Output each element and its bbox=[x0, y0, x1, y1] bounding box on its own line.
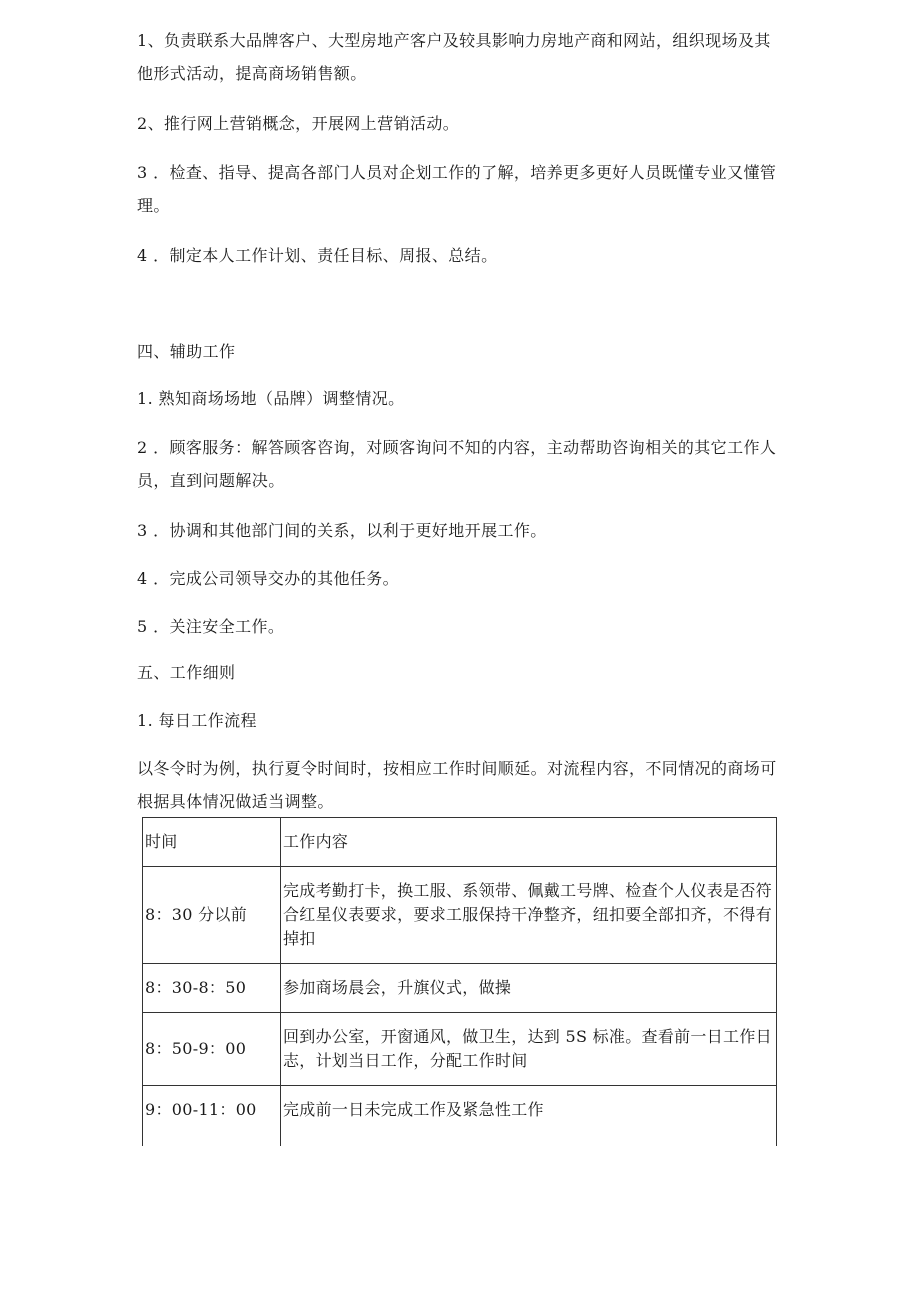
section-heading-assist: 四、辅助工作 bbox=[137, 342, 236, 361]
table-cell-content: 回到办公室，开窗通风，做卫生，达到 5S 标准。查看前一日工作日志，计划当日工作，分配工作时间 bbox=[281, 1013, 777, 1086]
assist-item-3: 3 ．协调和其他部门间的关系，以利于更好地开展工作。 bbox=[137, 521, 547, 540]
table-cell-time: 8：30-8：50 bbox=[143, 964, 281, 1013]
assist-item-2: 2 ．顾客服务：解答顾客咨询，对顾客询问不知的内容，主动帮助咨询相关的其它工作人员，直到问题解决。 bbox=[137, 438, 777, 490]
section-heading-details: 五、工作细则 bbox=[137, 663, 236, 682]
table-header-row bbox=[143, 818, 777, 867]
table-cell-time: 8：30 分以前 bbox=[143, 867, 281, 964]
duty-item-2: 2、推行网上营销概念，开展网上营销活动。 bbox=[137, 114, 460, 133]
duty-item-4: 4 ．制定本人工作计划、责任目标、周报、总结。 bbox=[137, 246, 498, 265]
table-row bbox=[143, 867, 777, 964]
table-header-time: 时间 bbox=[143, 818, 281, 867]
table-row bbox=[143, 1086, 777, 1147]
table-header-content: 工作内容 bbox=[281, 818, 777, 867]
daily-flow-intro: 以冬令时为例，执行夏令时间时，按相应工作时间顺延。对流程内容，不同情况的商场可根据具体情况做适当调整。 bbox=[137, 759, 777, 811]
schedule-table bbox=[142, 817, 777, 1146]
table-row bbox=[143, 1013, 777, 1086]
assist-item-4: 4 ．完成公司领导交办的其他任务。 bbox=[137, 569, 400, 588]
table-row bbox=[143, 964, 777, 1013]
table-cell-content: 完成前一日未完成工作及紧急性工作 bbox=[281, 1086, 777, 1147]
table-cell-time: 9：00-11：00 bbox=[143, 1086, 281, 1147]
duty-item-3: 3 ．检查、指导、提高各部门人员对企划工作的了解，培养更多更好人员既懂专业又懂管理。 bbox=[137, 163, 777, 215]
table-cell-time: 8：50-9：00 bbox=[143, 1013, 281, 1086]
table-cell-content: 参加商场晨会，升旗仪式，做操 bbox=[281, 964, 777, 1013]
assist-item-1: 1. 熟知商场场地（品牌）调整情况。 bbox=[137, 389, 405, 408]
subheading-daily-flow: 1. 每日工作流程 bbox=[137, 711, 257, 730]
table-cell-content: 完成考勤打卡，换工服、系领带、佩戴工号牌、检查个人仪表是否符合红星仪表要求，要求工服保持干净整齐，纽扣要全部扣齐，不得有掉扣 bbox=[281, 867, 777, 964]
assist-item-5: 5 ．关注安全工作。 bbox=[137, 617, 285, 636]
duty-item-1: 1、负责联系大品牌客户、大型房地产客户及较具影响力房地产商和网站，组织现场及其他形式活动，提高商场销售额。 bbox=[137, 31, 771, 83]
